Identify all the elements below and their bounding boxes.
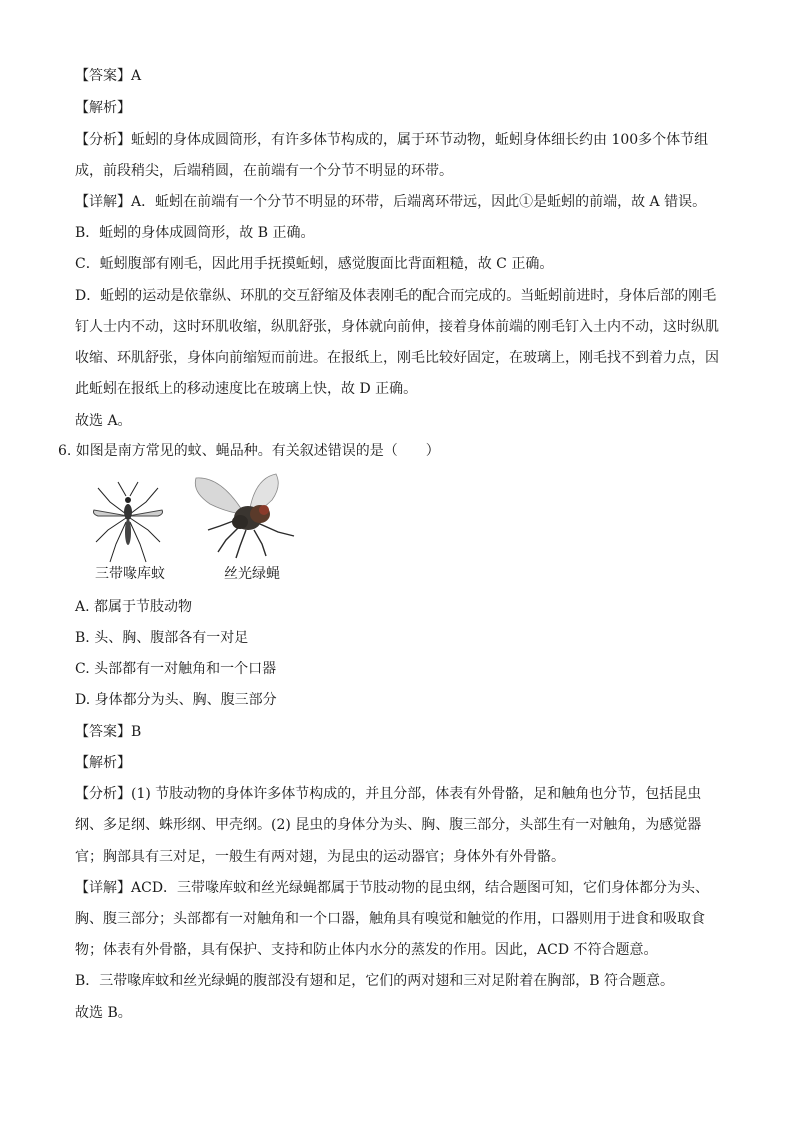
fly-figure	[190, 470, 300, 560]
option-b-explanation: B．三带喙库蚊和丝光绿蝇的腹部没有翅和足，它们的两对翅和三对足附着在胸部，B 符合题意。	[75, 973, 675, 989]
detail-text: 【详解】A．蚯蚓在前端有一个分节不明显的环带，后端离环带远，因此①是蚯蚓的前端，故 A 错误。	[75, 194, 707, 210]
analysis-text: 【分析】蚯蚓的身体成圆筒形，有许多体节构成的，属于环节动物，蚯蚓身体细长约由 100多个体节组	[75, 132, 709, 148]
option-a: A. 都属于节肢动物	[75, 599, 193, 615]
option-d-explanation: D．蚯蚓的运动是依靠纵、环肌的交互舒缩及体表刚毛的配合而完成的。当蚯蚓前进时，身体后部的刚毛	[75, 288, 717, 304]
option-d-explanation: 钉人士内不动，这时环肌收缩，纵肌舒张，身体就向前伸，接着身体前端的刚毛钉入土内不动，这时纵肌	[75, 319, 719, 335]
answer-label: 【答案】A	[75, 68, 142, 84]
detail-text: 【详解】ACD．三带喙库蚊和丝光绿蝇都属于节肢动物的昆虫纲，结合题图可知，它们身体都分为头、	[75, 880, 710, 896]
answer-label: 【答案】B	[75, 724, 142, 740]
caption-fly: 丝光绿蝇	[224, 566, 280, 582]
conclusion: 故选 A。	[75, 413, 132, 429]
analysis-text: 官；胸部具有三对足，一般生有两对翅，为昆虫的运动器官；身体外有外骨骼。	[75, 849, 565, 865]
conclusion: 故选 B。	[75, 1005, 132, 1021]
option-d: D. 身体都分为头、胸、腹三部分	[75, 692, 277, 708]
caption-mosquito: 三带喙库蚊	[95, 566, 165, 582]
analysis-heading: 【解析】	[75, 100, 131, 116]
option-d-explanation: 此蚯蚓在报纸上的移动速度比在玻璃上快，故 D 正确。	[75, 381, 418, 397]
option-c-explanation: C．蚯蚓腹部有刚毛，因此用手抚摸蚯蚓，感觉腹面比背面粗糙，故 C 正确。	[75, 256, 554, 272]
analysis-heading: 【解析】	[75, 755, 131, 771]
analysis-text: 成，前段稍尖，后端稍圆，在前端有一个分节不明显的环带。	[75, 163, 453, 179]
detail-text: 物；体表有外骨骼，具有保护、支持和防止体内水分的蒸发的作用。因此，ACD 不符合题意。	[75, 942, 658, 958]
analysis-text: 【分析】(1) 节肢动物的身体许多体节构成的，并且分部，体表有外骨骼，足和触角也分节，包括昆虫	[75, 786, 702, 802]
question-stem: 6. 如图是南方常见的蚊、蝇品种。有关叙述错误的是（ ）	[58, 443, 440, 459]
mosquito-figure	[88, 480, 168, 565]
option-b-explanation: B．蚯蚓的身体成圆筒形，故 B 正确。	[75, 225, 315, 241]
option-c: C. 头部都有一对触角和一个口器	[75, 661, 277, 677]
analysis-text: 纲、多足纲、蛛形纲、甲壳纲。(2) 昆虫的身体分为头、胸、腹三部分，头部生有一对触角，为感觉器	[75, 817, 702, 833]
detail-text: 胸、腹三部分；头部都有一对触角和一个口器，触角具有嗅觉和触觉的作用，口器则用于进食和吸取食	[75, 911, 705, 927]
option-b: B. 头、胸、腹部各有一对足	[75, 630, 249, 646]
option-d-explanation: 收缩、环肌舒张，身体向前缩短而前进。在报纸上，刚毛比较好固定，在玻璃上，刚毛找不到着力点，因	[75, 350, 719, 366]
